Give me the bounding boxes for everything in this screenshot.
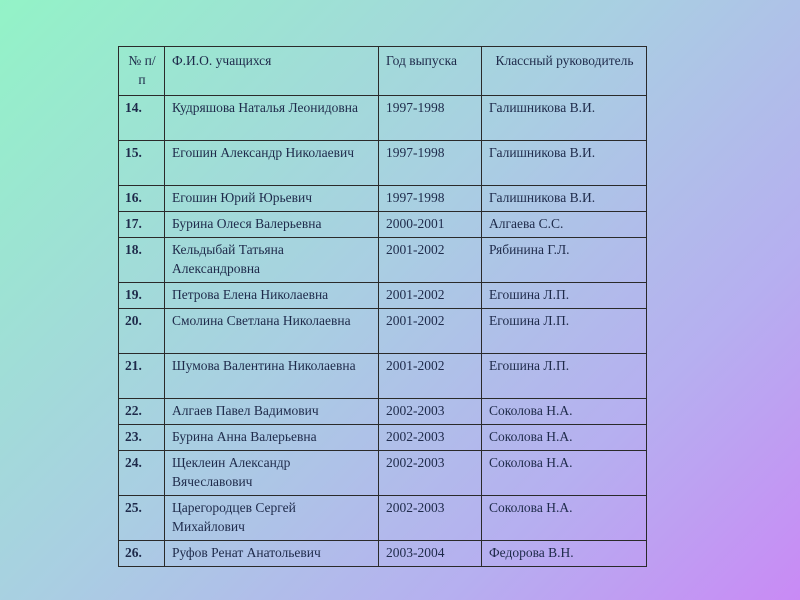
row-number: 25. (119, 496, 165, 541)
class-teacher: Соколова Н.А. (482, 399, 647, 425)
graduation-year: 2001-2002 (379, 238, 482, 283)
row-number: 19. (119, 283, 165, 309)
row-number: 16. (119, 186, 165, 212)
graduation-year: 2002-2003 (379, 451, 482, 496)
graduation-year: 1997-1998 (379, 186, 482, 212)
table-row (119, 283, 647, 309)
student-name: Кельдыбай Татьяна Александровна (165, 238, 379, 283)
class-teacher: Галишникова В.И. (482, 186, 647, 212)
row-number: 15. (119, 141, 165, 186)
row-number: 21. (119, 354, 165, 399)
row-number: 18. (119, 238, 165, 283)
table-header-row (119, 47, 647, 96)
student-name: Петрова Елена Николаевна (165, 283, 379, 309)
row-number: 14. (119, 96, 165, 141)
row-number: 17. (119, 212, 165, 238)
graduation-year: 2000-2001 (379, 212, 482, 238)
class-teacher: Соколова Н.А. (482, 451, 647, 496)
class-teacher: Алгаева С.С. (482, 212, 647, 238)
table-row (119, 354, 647, 399)
header-name: Ф.И.О. учащихся (165, 47, 379, 96)
graduation-year: 2002-2003 (379, 496, 482, 541)
student-name: Смолина Светлана Николаевна (165, 309, 379, 354)
student-name: Шумова Валентина Николаевна (165, 354, 379, 399)
table-row (119, 496, 647, 541)
table-row (119, 238, 647, 283)
student-name: Бурина Олеся Валерьевна (165, 212, 379, 238)
table-row (119, 141, 647, 186)
table-row (119, 186, 647, 212)
row-number: 20. (119, 309, 165, 354)
row-number: 26. (119, 541, 165, 567)
table-row (119, 399, 647, 425)
student-name: Алгаев Павел Вадимович (165, 399, 379, 425)
students-table (118, 46, 647, 567)
class-teacher: Галишникова В.И. (482, 96, 647, 141)
table-row (119, 212, 647, 238)
class-teacher: Соколова Н.А. (482, 425, 647, 451)
class-teacher: Егошина Л.П. (482, 354, 647, 399)
graduation-year: 2002-2003 (379, 425, 482, 451)
table-row (119, 96, 647, 141)
row-number: 22. (119, 399, 165, 425)
graduation-year: 1997-1998 (379, 96, 482, 141)
student-name: Кудряшова Наталья Леонидовна (165, 96, 379, 141)
class-teacher: Егошина Л.П. (482, 309, 647, 354)
class-teacher: Егошина Л.П. (482, 283, 647, 309)
header-teacher: Классный руководитель (482, 47, 647, 96)
graduation-year: 2002-2003 (379, 399, 482, 425)
graduation-year: 2001-2002 (379, 354, 482, 399)
student-name: Щеклеин Александр Вячеславович (165, 451, 379, 496)
table-row (119, 309, 647, 354)
header-number: № п/п (119, 47, 165, 96)
student-name: Бурина Анна Валерьевна (165, 425, 379, 451)
student-name: Егошин Александр Николаевич (165, 141, 379, 186)
row-number: 23. (119, 425, 165, 451)
table-row (119, 425, 647, 451)
class-teacher: Рябинина Г.Л. (482, 238, 647, 283)
table-row (119, 451, 647, 496)
student-name: Царегородцев Сергей Михайлович (165, 496, 379, 541)
class-teacher: Галишникова В.И. (482, 141, 647, 186)
table-row (119, 541, 647, 567)
header-year: Год выпуска (379, 47, 482, 96)
row-number: 24. (119, 451, 165, 496)
student-name: Руфов Ренат Анатольевич (165, 541, 379, 567)
graduation-year: 2001-2002 (379, 283, 482, 309)
graduation-year: 2001-2002 (379, 309, 482, 354)
student-name: Егошин Юрий Юрьевич (165, 186, 379, 212)
class-teacher: Федорова В.Н. (482, 541, 647, 567)
graduation-year: 2003-2004 (379, 541, 482, 567)
graduation-year: 1997-1998 (379, 141, 482, 186)
class-teacher: Соколова Н.А. (482, 496, 647, 541)
